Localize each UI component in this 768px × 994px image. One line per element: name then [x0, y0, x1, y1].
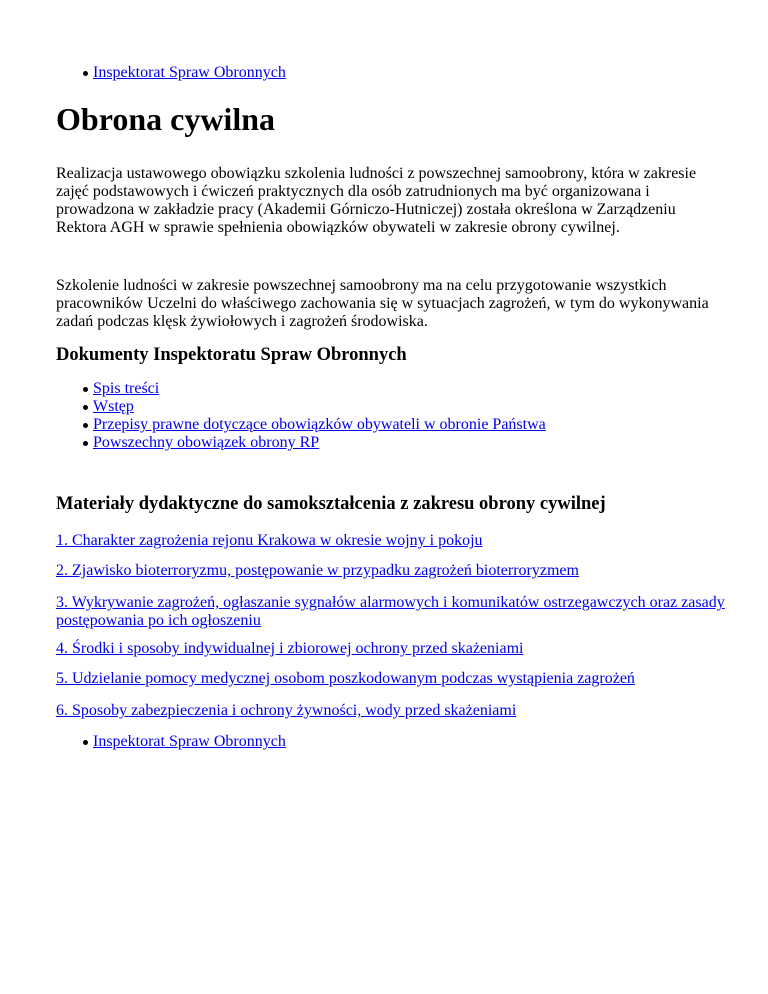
material-item-3: [56, 594, 728, 630]
material-item-6: [56, 702, 728, 720]
bottom-nav-item: [93, 733, 286, 751]
material-item-2: [56, 562, 728, 580]
top-nav-item: [93, 64, 286, 82]
intro-paragraph-2: Szkolenie ludności w zakresie powszechnej samoobrony ma na celu przygotowanie wszystkich pracowników Uczelni do właściwego zachowania się w sytuacjach zagrożeń, w tym do wykonywania zadań podczas klęsk żywiołowych i zagrożeń środowiska.: [56, 277, 709, 330]
top-nav: [56, 64, 286, 82]
bottom-nav: [56, 733, 286, 751]
doc-link-przepisy-prawne[interactable]: Przepisy prawne dotyczące obowiązków obywateli w obronie Państwa: [93, 416, 546, 433]
material-link-5[interactable]: 5. Udzielanie pomocy medycznej osobom poszkodowanym podczas wystąpienia zagrożeń: [56, 670, 635, 687]
material-item-1: [56, 532, 728, 550]
documents-list: [56, 380, 546, 452]
materials-heading: Materiały dydaktyczne do samokształcenia z zakresu obrony cywilnej: [56, 494, 606, 514]
documents-list-item: [93, 416, 546, 434]
material-item-4: [56, 640, 728, 658]
material-link-6[interactable]: 6. Sposoby zabezpieczenia i ochrony żywności, wody przed skażeniami: [56, 702, 517, 719]
material-link-3[interactable]: 3. Wykrywanie zagrożeń, ogłaszanie sygnałów alarmowych i komunikatów ostrzegawczych oraz zasady postępowania po ich ogłoszeniu: [56, 594, 725, 629]
material-link-2[interactable]: 2. Zjawisko bioterroryzmu, postępowanie w przypadku zagrożeń bioterroryzmem: [56, 562, 579, 579]
documents-heading: Dokumenty Inspektoratu Spraw Obronnych: [56, 345, 407, 365]
bottom-nav-list: [56, 733, 286, 751]
documents-list-item: [93, 380, 546, 398]
material-link-1[interactable]: 1. Charakter zagrożenia rejonu Krakowa w okresie wojny i pokoju: [56, 532, 483, 549]
bottom-nav-link-inspektorat[interactable]: Inspektorat Spraw Obronnych: [93, 733, 286, 750]
doc-link-powszechny-obowiazek[interactable]: Powszechny obowiązek obrony RP: [93, 434, 320, 451]
documents-list-item: [93, 398, 546, 416]
intro-paragraph-1: Realizacja ustawowego obowiązku szkolenia ludności z powszechnej samoobrony, która w zakresie zajęć podstawowych i ćwiczeń praktycznych dla osób zatrudnionych ma być organizowana i prowadzona w zakładzie pracy (Akademii Górniczo-Hutniczej) została określona w Zarządzeniu Rektora AGH w sprawie spełnienia obowiązków obywateli w zakresie obrony cywilnej.: [56, 165, 697, 236]
doc-link-wstep[interactable]: Wstęp: [93, 398, 134, 415]
top-nav-link-inspektorat[interactable]: Inspektorat Spraw Obronnych: [93, 64, 286, 81]
page-title: Obrona cywilna: [56, 101, 275, 137]
material-link-4[interactable]: 4. Środki i sposoby indywidualnej i zbiorowej ochrony przed skażeniami: [56, 640, 524, 657]
material-item-5: [56, 670, 728, 688]
top-nav-list: [56, 64, 286, 82]
documents-list-item: [93, 434, 546, 452]
doc-link-spis-tresci[interactable]: Spis treści: [93, 380, 160, 397]
